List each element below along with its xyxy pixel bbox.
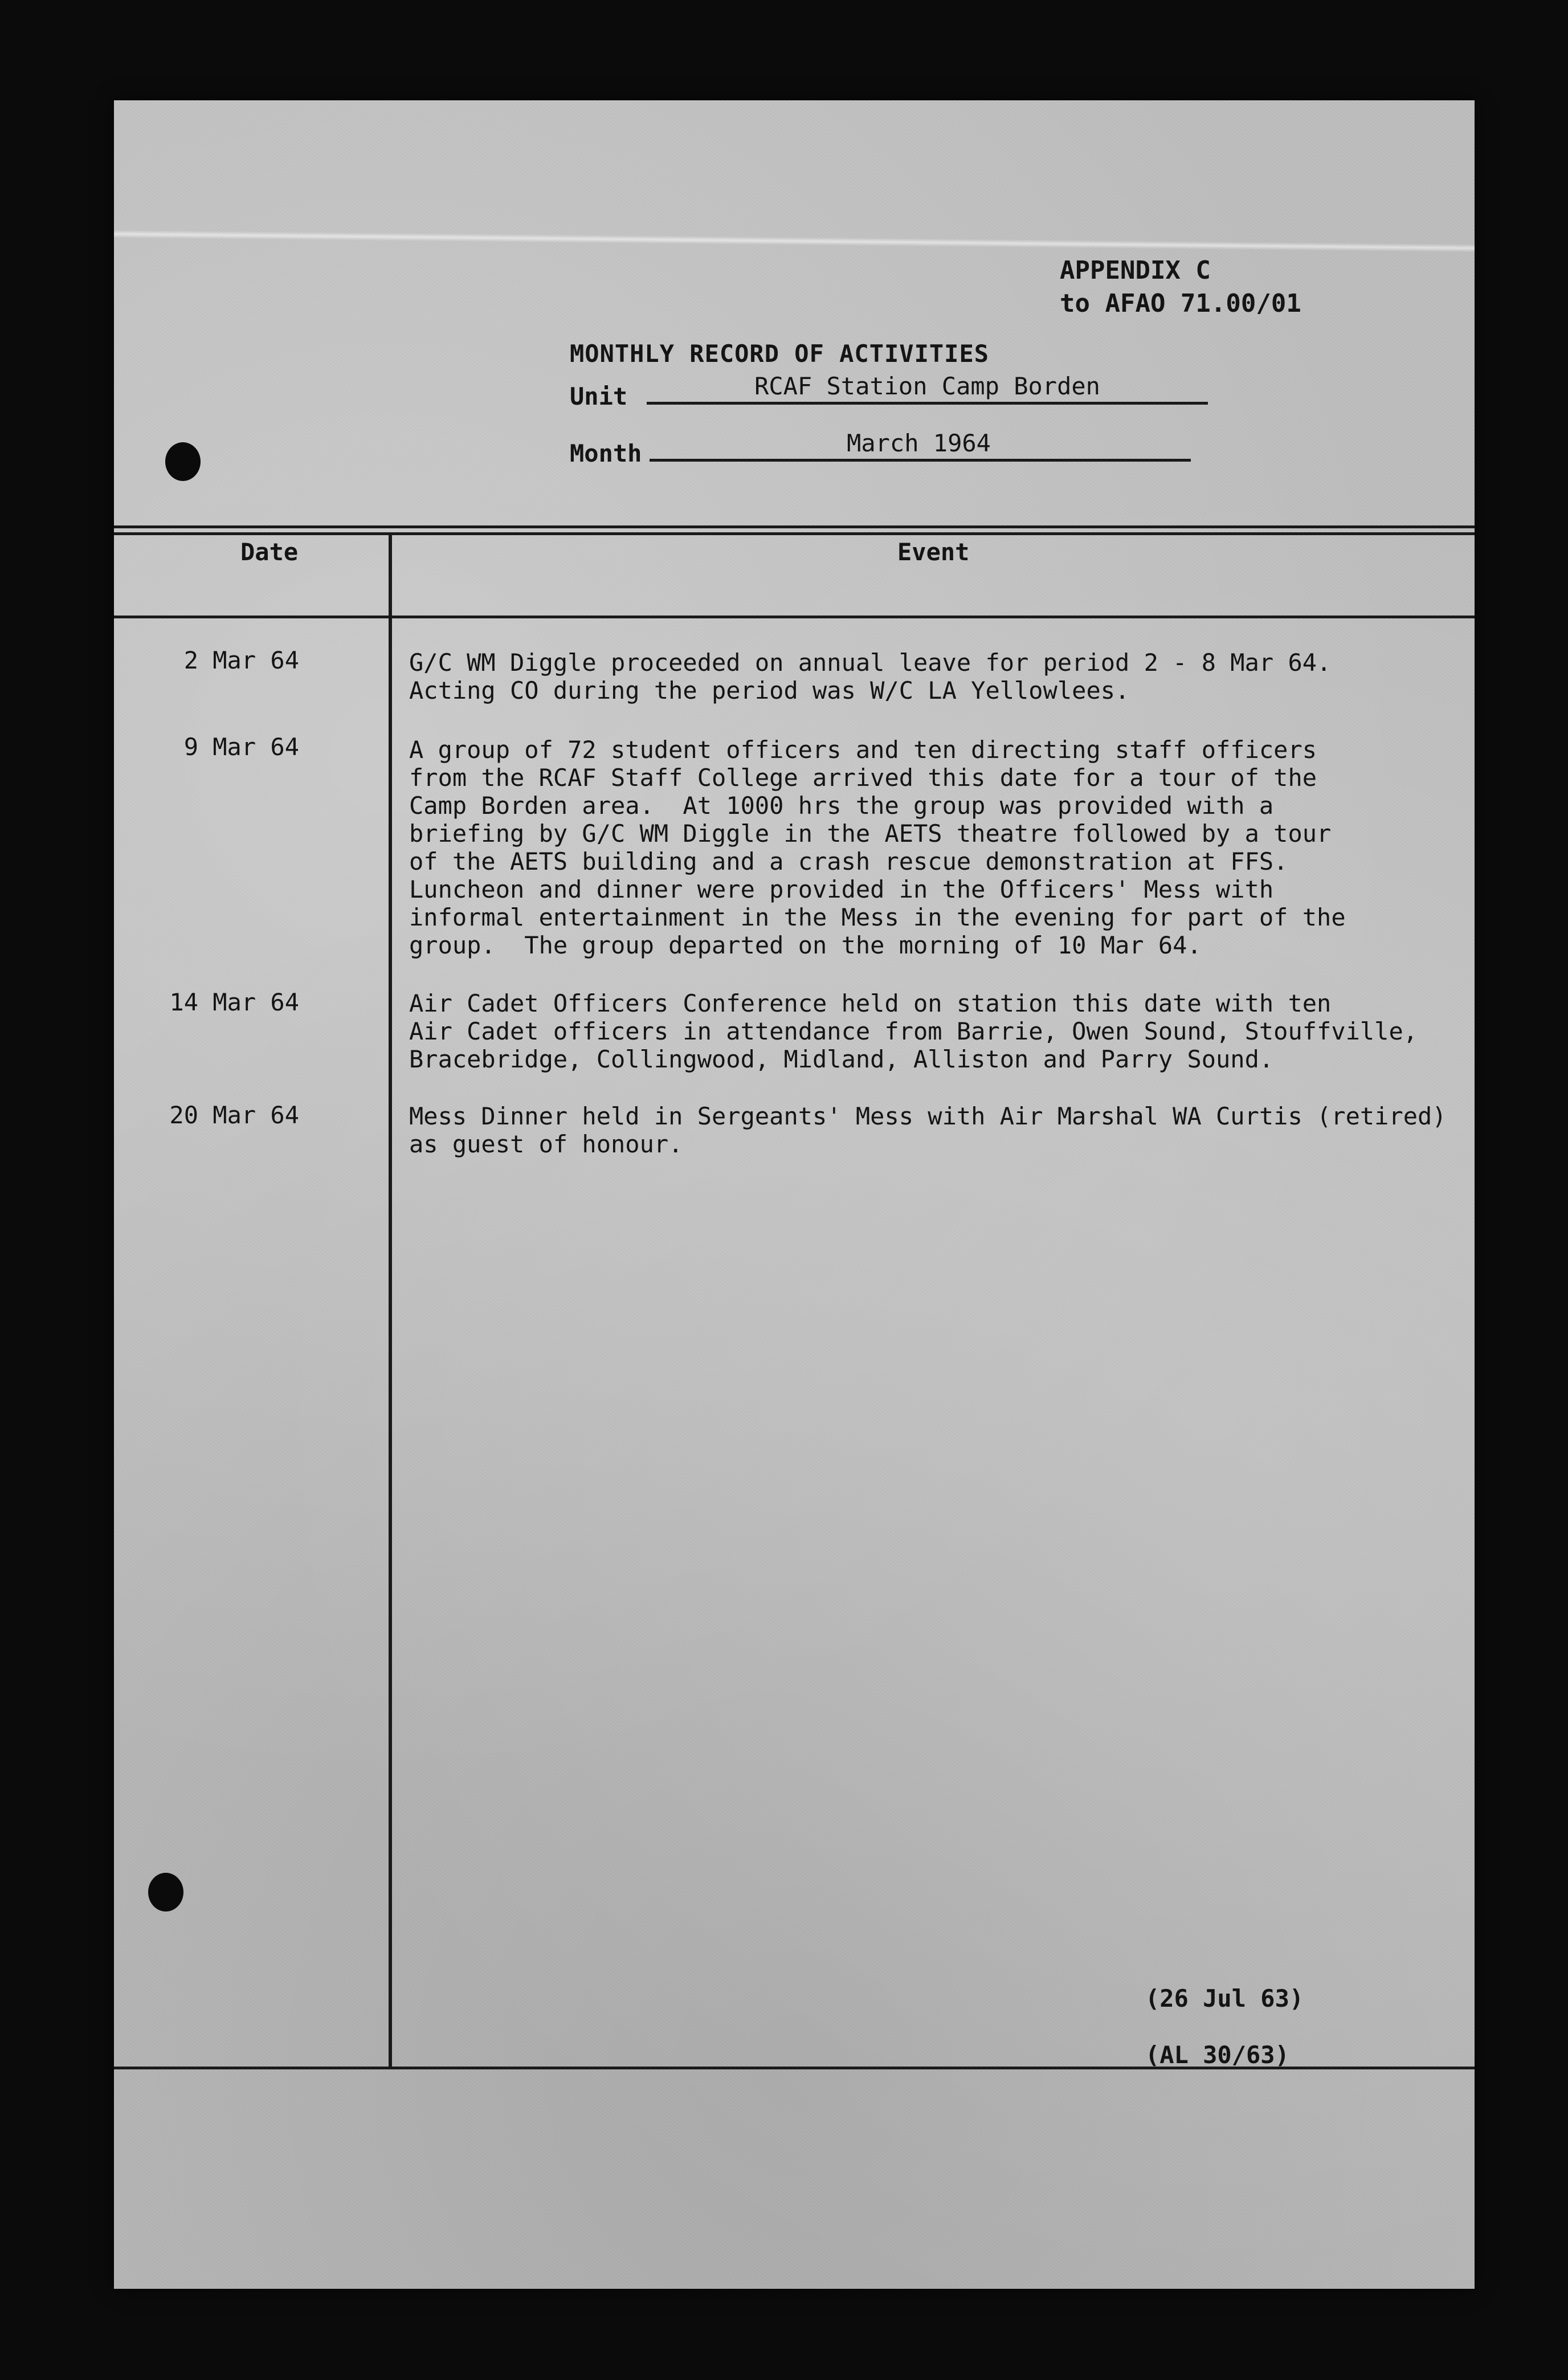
appendix-reference: [1060, 254, 1301, 320]
date-column-header: Date: [240, 538, 299, 566]
footer-amendment-reference: (AL 30/63): [1145, 2041, 1289, 2069]
event-line: Mess Dinner held in Sergeants' Mess with Air Marshal WA Curtis (retired): [409, 1102, 1447, 1130]
document-page: [114, 100, 1475, 2289]
entry-event: [409, 989, 1463, 1073]
event-line: Luncheon and dinner were provided in the Officers' Mess with: [409, 875, 1274, 903]
unit-value: RCAF Station Camp Borden: [754, 372, 1100, 400]
event-line: briefing by G/C WM Diggle in the AETS theatre followed by a tour: [409, 820, 1332, 847]
entry-event: [409, 736, 1463, 959]
event-line: group. The group departed on the morning of 10 Mar 64.: [409, 931, 1202, 959]
event-line: Camp Borden area. At 1000 hrs the group was provided with a: [409, 792, 1274, 820]
column-divider: [389, 533, 392, 2069]
paper-crease: [114, 230, 1475, 252]
punch-hole-top: [165, 442, 201, 481]
event-line: G/C WM Diggle proceeded on annual leave for period 2 - 8 Mar 64.: [409, 649, 1332, 676]
entry-date: 9 Mar 64: [183, 733, 299, 761]
footer-date-reference: (26 Jul 63): [1145, 1984, 1304, 2012]
event-column-header: Event: [897, 538, 970, 566]
appendix-line-2: to AFAO 71.00/01: [1060, 289, 1301, 318]
month-value: March 1964: [847, 429, 991, 457]
month-field: [570, 427, 1191, 467]
punch-hole-bottom: [148, 1873, 183, 1912]
event-line: A group of 72 student officers and ten directing staff officers: [409, 736, 1317, 764]
event-line: of the AETS building and a crash rescue demonstration at FFS.: [409, 847, 1288, 875]
entry-date: 14 Mar 64: [169, 988, 299, 1016]
event-line: from the RCAF Staff College arrived this date for a tour of the: [409, 764, 1317, 792]
event-line: as guest of honour.: [409, 1130, 683, 1158]
entry-date: 2 Mar 64: [183, 646, 299, 674]
month-underline: [650, 459, 1191, 462]
entry-date: 20 Mar 64: [169, 1101, 299, 1129]
event-line: informal entertainment in the Mess in the evening for part of the: [409, 903, 1346, 931]
entry-event: [409, 649, 1463, 704]
event-line: Acting CO during the period was W/C LA Yellowlees.: [409, 676, 1130, 704]
unit-field: [570, 370, 1208, 410]
month-label: Month: [570, 439, 642, 467]
event-line: Air Cadet officers in attendance from Barrie, Owen Sound, Stouffville,: [409, 1017, 1418, 1045]
table-top-rule-2: [114, 532, 1475, 535]
unit-label: Unit: [570, 382, 628, 410]
table-header-rule: [114, 616, 1475, 618]
form-title: MONTHLY RECORD OF ACTIVITIES: [570, 340, 990, 368]
event-line: Air Cadet Officers Conference held on station this date with ten: [409, 989, 1332, 1017]
entry-event: [409, 1102, 1463, 1158]
event-line: Bracebridge, Collingwood, Midland, Alliston and Parry Sound.: [409, 1045, 1274, 1073]
appendix-line-1: APPENDIX C: [1060, 256, 1211, 285]
unit-underline: [647, 402, 1208, 405]
table-top-rule-1: [114, 525, 1475, 528]
